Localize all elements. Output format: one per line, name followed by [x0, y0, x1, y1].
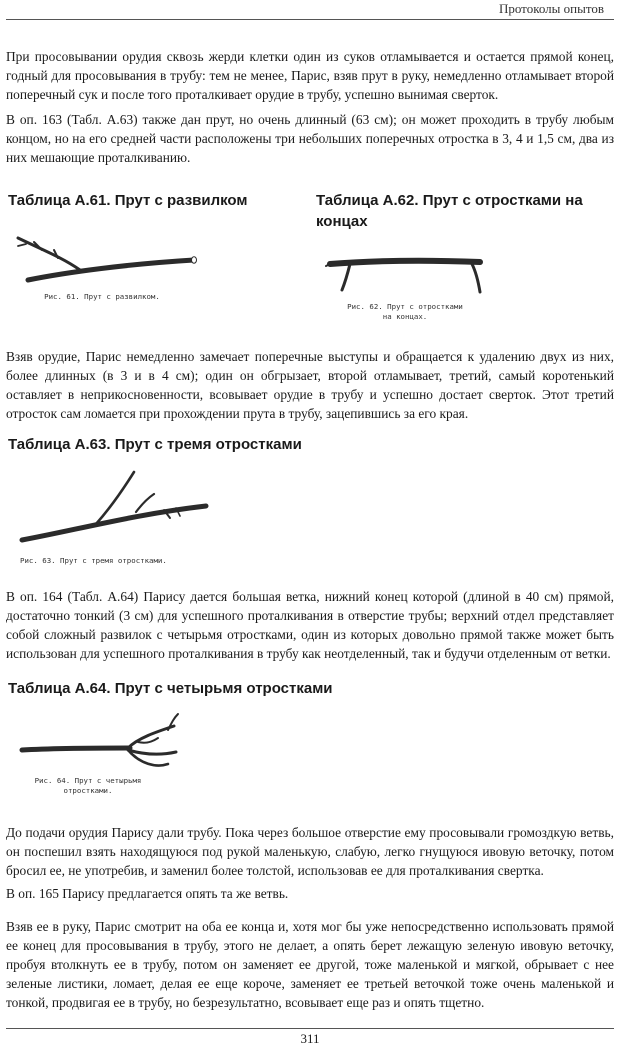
figure-64-caption-line-1: Рис. 64. Прут с четырьмя	[34, 776, 142, 785]
figure-61-forked-stick	[8, 222, 204, 288]
figure-63-stick-three-offshoots	[16, 466, 216, 550]
paragraph-1: При просовывании орудия сквозь жерди клетки один из суков отламывается и остается прямой конец, годный для просовывания в трубу: тем не менее, Парис, взяв прут в руку, немедленно отламывает второй поперечный сук и после того проталкивает орудие в трубу, успешно вынимая сверток.	[6, 49, 614, 102]
table-a63-heading: Таблица А.63. Прут с тремя отростками	[8, 436, 302, 453]
table-a61-heading: Таблица А.61. Прут с развилком	[8, 192, 248, 209]
figure-63-caption: Рис. 63. Прут с тремя отростками.	[20, 556, 167, 565]
paragraph-5: До подачи орудия Парису дали трубу. Пока через большое отверстие ему просовывали громоздкую ветвь, он поспешил взять находящуюся под рукой маленькую, слабую, легко гнущуюся ивовую веточку, потом бросил ее, не употребив, и заменил более толстой, использовав ее для проталкивания свертка.	[6, 825, 614, 878]
figure-62-stick-with-end-offshoots	[320, 250, 490, 300]
paragraph-2: В оп. 163 (Табл. А.63) также дан прут, но очень длинный (63 см); он может проходить в трубу любым концом, но на его средней части расположены три небольших поперечных отростка в 3, 4 и 1,5 см, два из них мешающие проталкиванию.	[6, 112, 614, 165]
figure-62-caption-line-2: на концах.	[382, 312, 428, 321]
figure-64-caption-line-2: отростками.	[63, 786, 113, 795]
paragraph-4: В оп. 164 (Табл. А.64) Парису дается большая ветка, нижний конец которой (длиной в 40 см) прямой, достаточно тонкий (3 см) для успешного проталкивания в отверстие трубы; верхний отдел представляет собой сложный развилок с четырьмя отростками, один из которых довольно прямой также может быть использован для успешного проталкивания в трубу как неотделенный, так и будучи отделенным от ветки.	[6, 589, 614, 661]
figure-64-stick-four-offshoots	[18, 712, 188, 774]
running-header-title: Протоколы опытов	[498, 1, 604, 16]
paragraph-3: Взяв орудие, Парис немедленно замечает поперечные выступы и обращается к удалению двух из них, более длинных (в 3 и в 4 см); один он обгрызает, второй отламывает, третий, самый коротенький оставляет в неприкосновенности, всовывает орудие в трубу и успешно достает сверток. Этот третий отросток сам ломается при прохождении прута в трубу, зацепившись за его края.	[6, 349, 614, 421]
table-a64-heading: Таблица А.64. Прут с четырьмя отростками	[8, 680, 333, 697]
figure-61-caption: Рис. 61. Прут с развилком.	[44, 292, 160, 301]
running-header	[0, 0, 620, 20]
table-a62-heading: Таблица А.62. Прут с отростками на концах	[316, 192, 583, 230]
page-number: 311	[300, 1031, 320, 1046]
footer-rule	[6, 1028, 614, 1029]
figure-62-caption-line-1: Рис. 62. Прут с отростками	[347, 302, 463, 311]
header-rule	[6, 19, 614, 20]
paragraph-7: Взяв ее в руку, Парис смотрит на оба ее конца и, хотя мог бы уже непосредственно использовать прямой ее конец для просовывания в трубу, этого не делает, а опять берет лежащую зеленую ивовую веточку, пробуя втолкнуть ее в трубу, потом он заменяет ее другой, тоже маленькой и мягкой, обрывает с нее зеленые листики, ломает, делая ее еще короче, заменяет ее третьей веточкой тоже очень маленькой и тонкой, продвигая ее в трубу, но безрезультатно, всовывает еще раз и опять тщетно.	[6, 919, 614, 1010]
paragraph-6: В оп. 165 Парису предлагается опять та же ветвь.	[6, 886, 289, 901]
